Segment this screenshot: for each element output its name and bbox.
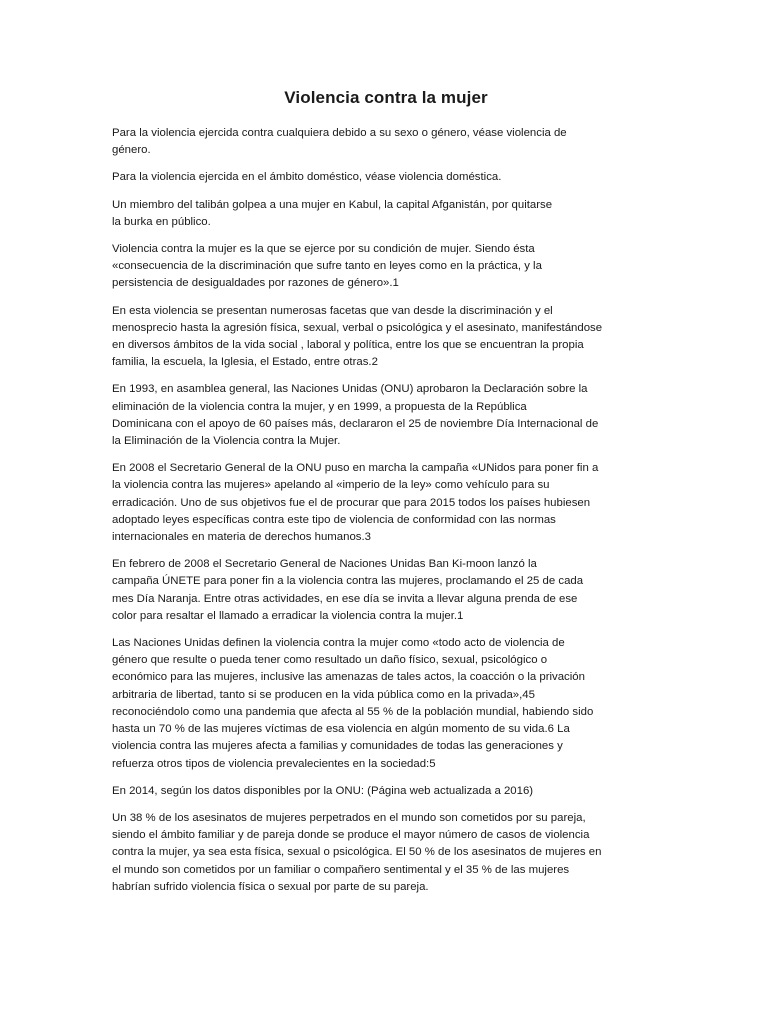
- paragraph-line: hasta un 70 % de las mujeres víctimas de esa violencia en algún momento de su vida.6 La: [112, 723, 570, 736]
- paragraph-11: [112, 810, 660, 896]
- paragraph-3: [112, 197, 660, 231]
- paragraph-line: En 2014, según los datos disponibles por la ONU: (Página web actualizada a 2016): [112, 784, 534, 797]
- paragraph-9: [112, 635, 660, 773]
- paragraph-line: reconociéndolo como una pandemia que afecta al 55 % de la población mundial, habiendo sido: [112, 705, 594, 718]
- paragraph-line: familia, la escuela, la Iglesia, el Estado, entre otras.2: [112, 356, 378, 369]
- paragraph-7: [112, 460, 660, 546]
- paragraph-line: En 1993, en asamblea general, las Naciones Unidas (ONU) aprobaron la Declaración sobre la: [112, 383, 588, 396]
- paragraph-6: [112, 381, 660, 450]
- paragraph-line: Violencia contra la mujer es la que se ejerce por su condición de mujer. Siendo ésta: [112, 243, 535, 256]
- paragraph-line: Las Naciones Unidas definen la violencia contra la mujer como «todo acto de violencia de: [112, 637, 565, 650]
- paragraph-line: género que resulte o pueda tener como resultado un daño físico, sexual, psicológico o: [112, 654, 548, 667]
- paragraph-line: la burka en público.: [112, 215, 211, 228]
- paragraph-line: Dominicana con el apoyo de 60 países más, declararon el 25 de noviembre Día Internacional de: [112, 417, 599, 430]
- paragraph-line: en diversos ámbitos de la vida social , laboral y política, entre los que se encuentran la propia: [112, 339, 584, 352]
- paragraph-line: «consecuencia de la discriminación que sufre tanto en leyes como en la práctica, y la: [112, 260, 542, 273]
- paragraph-line: adoptado leyes específicas contra este tipo de violencia de conformidad con las normas: [112, 513, 556, 526]
- paragraph-line: Un miembro del talibán golpea a una mujer en Kabul, la capital Afganistán, por quitarse: [112, 198, 553, 211]
- paragraph-8: [112, 556, 660, 625]
- paragraph-line: violencia contra las mujeres afecta a familias y comunidades de todas las generaciones y: [112, 740, 563, 753]
- paragraph-5: [112, 303, 660, 372]
- paragraph-line: la violencia contra las mujeres» apelando al «imperio de la ley» como vehículo para su: [112, 479, 550, 492]
- paragraph-line: género.: [112, 144, 151, 157]
- paragraph-line: contra la mujer, ya sea esta física, sexual o psicológica. El 50 % de los asesinatos de mujeres en: [112, 846, 602, 859]
- paragraph-line: siendo el ámbito familiar y de pareja donde se produce el mayor número de casos de violencia: [112, 829, 590, 842]
- paragraph-line: erradicación. Uno de sus objetivos fue el de procurar que para 2015 todos los países hubiesen: [112, 496, 591, 509]
- paragraph-line: color para resaltar el llamado a erradicar la violencia contra la mujer.1: [112, 609, 464, 622]
- paragraph-line: En 2008 el Secretario General de la ONU puso en marcha la campaña «UNidos para poner fin a: [112, 462, 599, 475]
- paragraph-line: Para la violencia ejercida contra cualquiera debido a su sexo o género, véase violencia de: [112, 127, 567, 139]
- paragraph-line: eliminación de la violencia contra la mujer, y en 1999, a propuesta de la República: [112, 400, 527, 413]
- paragraph-line: internacionales en materia de derechos humanos.3: [112, 531, 371, 544]
- paragraph-1: [112, 125, 660, 159]
- paragraph-2: [112, 169, 660, 186]
- paragraph-10: [112, 783, 660, 800]
- paragraph-line: menosprecio hasta la agresión física, sexual, verbal o psicológica y el asesinato, manifestándose: [112, 321, 603, 334]
- paragraph-line: refuerza otros tipos de violencia prevalecientes en la sociedad:5: [112, 757, 436, 770]
- paragraph-line: mes Día Naranja. Entre otras actividades, en ese día se invita a llevar alguna prenda de ese: [112, 592, 578, 605]
- paragraph-line: campaña ÚNETE para poner fin a la violencia contra las mujeres, proclamando el 25 de cada: [112, 575, 584, 588]
- paragraph-line: arbitraria de libertad, tanto si se producen en la vida pública como en la privada»,45: [112, 688, 535, 701]
- document-body: [112, 125, 660, 896]
- paragraph-line: En febrero de 2008 el Secretario General de Naciones Unidas Ban Ki-moon lanzó la: [112, 558, 537, 571]
- paragraph-line: habrían sufrido violencia física o sexual por parte de su pareja.: [112, 880, 429, 893]
- document-title: Violencia contra la mujer: [284, 88, 488, 107]
- paragraph-line: En esta violencia se presentan numerosas facetas que van desde la discriminación y el: [112, 304, 553, 317]
- paragraph-line: persistencia de desigualdades por razones de género».1: [112, 277, 399, 290]
- paragraph-line: el mundo son cometidos por un familiar o compañero sentimental y el 35 % de las mujeres: [112, 863, 570, 876]
- paragraph-line: Para la violencia ejercida en el ámbito doméstico, véase violencia doméstica.: [112, 171, 502, 184]
- paragraph-line: la Eliminación de la Violencia contra la Mujer.: [112, 435, 341, 448]
- paragraph-line: Un 38 % de los asesinatos de mujeres perpetrados en el mundo son cometidos por su pareja,: [112, 811, 586, 824]
- paragraph-line: económico para las mujeres, inclusive las amenazas de tales actos, la coacción o la privación: [112, 671, 585, 684]
- paragraph-4: [112, 241, 660, 293]
